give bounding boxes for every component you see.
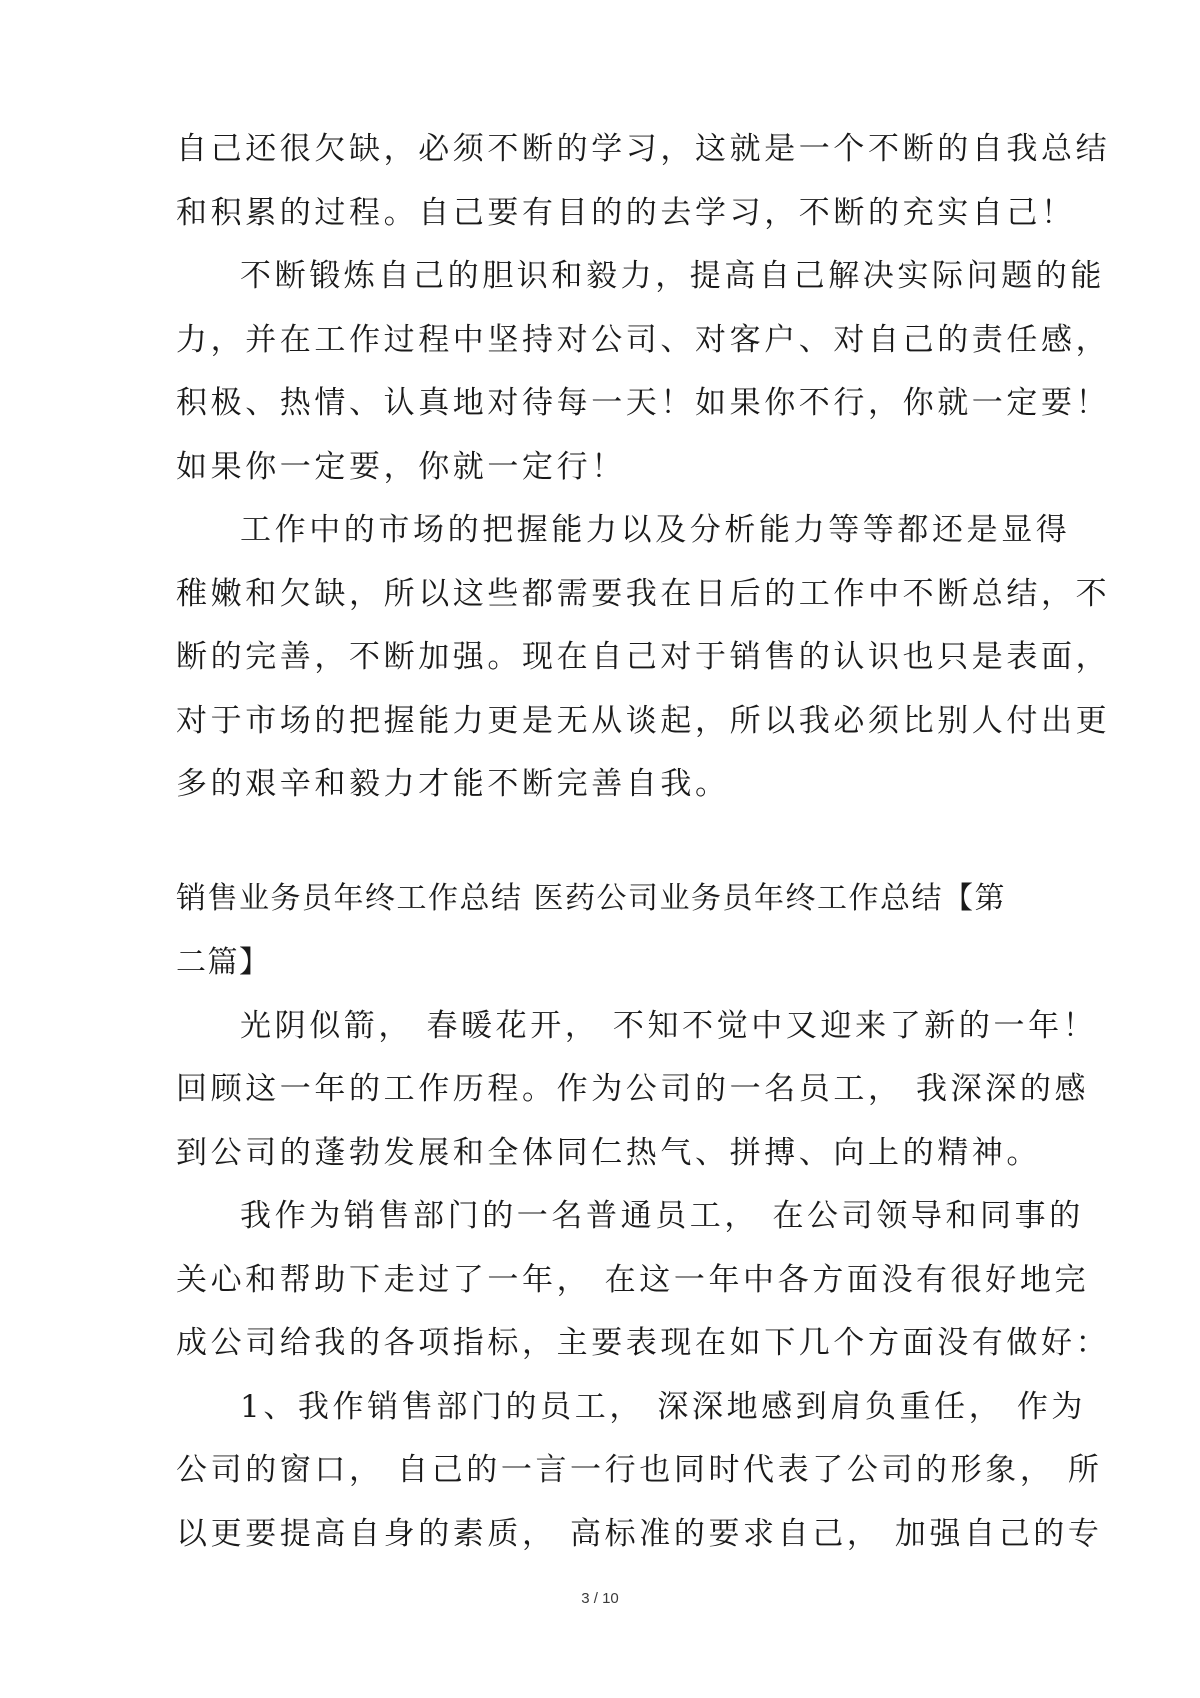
text-line: 公司的窗口， 自己的一言一行也同时代表了公司的形象， 所 — [176, 1452, 1103, 1488]
text-line: 1、我作销售部门的员工， 深深地感到肩负重任， 作为 — [240, 1388, 1087, 1425]
text-line: 关心和帮助下走过了一年， 在这一年中各方面没有很好地完 — [176, 1261, 1090, 1298]
text-line: 和积累的过程。自己要有目的的去学习，不断的充实自己！ — [176, 194, 1076, 231]
text-line: 断的完善，不断加强。现在自己对于销售的认识也只是表面， — [176, 639, 1111, 675]
paragraph-1 — [176, 118, 1111, 245]
paragraph-4 — [176, 995, 1098, 1186]
text-line: 对于市场的把握能力更是无从谈起，所以我必须比别人付出更 — [176, 702, 1111, 739]
text-line: 回顾这一年的工作历程。作为公司的一名员工， 我深深的感 — [176, 1071, 1090, 1107]
section-title — [176, 867, 1032, 995]
section-title-line: 销售业务员年终工作总结 医药公司业务员年终工作总结【第 — [176, 880, 1007, 916]
text-line: 稚嫩和欠缺，所以这些都需要我在日后的工作中不断总结，不 — [176, 575, 1111, 612]
text-line: 成公司给我的各项指标，主要表现在如下几个方面没有做好： — [176, 1325, 1111, 1361]
paragraph-5 — [176, 1185, 1111, 1376]
text-line: 我作为销售部门的一名普通员工， 在公司领导和同事的 — [240, 1198, 1084, 1234]
page-footer — [0, 1590, 1200, 1607]
text-line: 如果你一定要，你就一定行！ — [176, 448, 626, 485]
page-indicator: 3 / 10 — [581, 1590, 619, 1607]
paragraph-6 — [176, 1376, 1103, 1567]
text-line: 光阴似箭， 春暖花开， 不知不觉中又迎来了新的一年！ — [240, 1007, 1098, 1044]
document-page — [176, 118, 1111, 1566]
text-line: 不断锻炼自己的胆识和毅力，提高自己解决实际问题的能 — [240, 258, 1105, 294]
paragraph-2 — [176, 245, 1111, 499]
section-title-line: 二篇】 — [176, 944, 271, 980]
text-line: 到公司的蓬勃发展和全体同仁热气、拼搏、向上的精神。 — [176, 1134, 1041, 1171]
text-line: 自己还很欠缺，必须不断的学习，这就是一个不断的自我总结 — [176, 131, 1111, 167]
text-line: 以更要提高自身的素质， 高标准的要求自己， 加强自己的专 — [176, 1515, 1103, 1552]
paragraph-3 — [176, 499, 1111, 817]
text-line: 力，并在工作过程中坚持对公司、对客户、对自己的责任感， — [176, 321, 1111, 358]
text-line: 积极、热情、认真地对待每一天！如果你不行，你就一定要！ — [176, 385, 1111, 421]
text-line: 多的艰辛和毅力才能不断完善自我。 — [176, 766, 730, 802]
text-line: 工作中的市场的把握能力以及分析能力等等都还是显得 — [240, 512, 1071, 548]
